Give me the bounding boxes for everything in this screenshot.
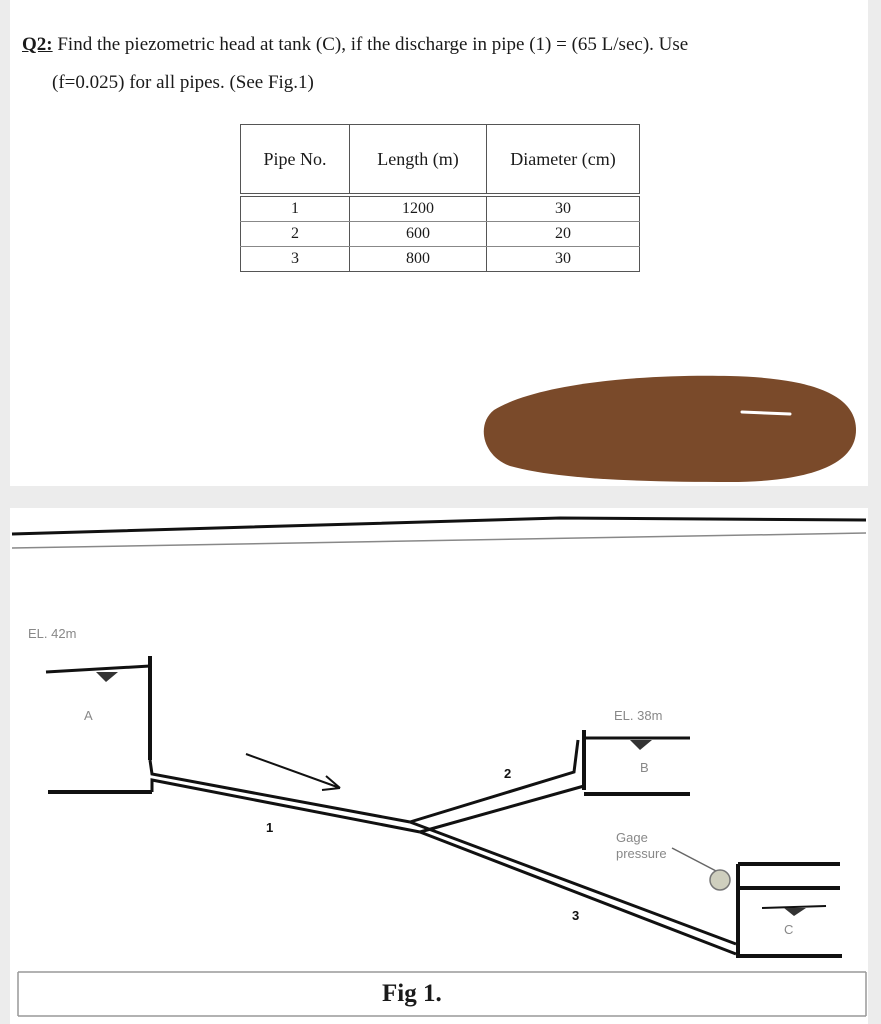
- tank-b-elevation: EL. 38m: [614, 708, 663, 723]
- question-number: Q2:: [22, 34, 53, 55]
- cell-length: 600: [350, 222, 487, 247]
- pipe-3-label: 3: [572, 908, 580, 923]
- pipe-2-label: 2: [504, 766, 512, 781]
- question-line-2: (f=0.025) for all pipes. (See Fig.1): [52, 72, 314, 93]
- cell-pipe-no: 1: [241, 195, 350, 222]
- tank-c-label: C: [784, 922, 794, 937]
- cell-length: 800: [350, 247, 487, 272]
- cell-diameter: 20: [487, 222, 640, 247]
- tank-a-elevation: EL. 42m: [28, 626, 77, 641]
- cell-pipe-no: 3: [241, 247, 350, 272]
- pipe-1-label: 1: [266, 820, 274, 835]
- gage-label-line-1: Gage: [616, 830, 648, 845]
- header-pipe-no: Pipe No.: [241, 125, 350, 196]
- tank-b-label: B: [640, 760, 649, 775]
- header-diameter: Diameter (cm): [487, 125, 640, 196]
- gage-label-line-2: pressure: [616, 846, 667, 861]
- cell-pipe-no: 2: [241, 222, 350, 247]
- cell-length: 1200: [350, 195, 487, 222]
- header-length: Length (m): [350, 125, 487, 196]
- cell-diameter: 30: [487, 195, 640, 222]
- cell-diameter: 30: [487, 247, 640, 272]
- figure-caption: Fig 1.: [382, 980, 442, 1007]
- question-line-1: Find the piezometric head at tank (C), if the discharge in pipe (1) = (65 L/sec). Use: [57, 34, 689, 55]
- tank-a-label: A: [84, 708, 93, 723]
